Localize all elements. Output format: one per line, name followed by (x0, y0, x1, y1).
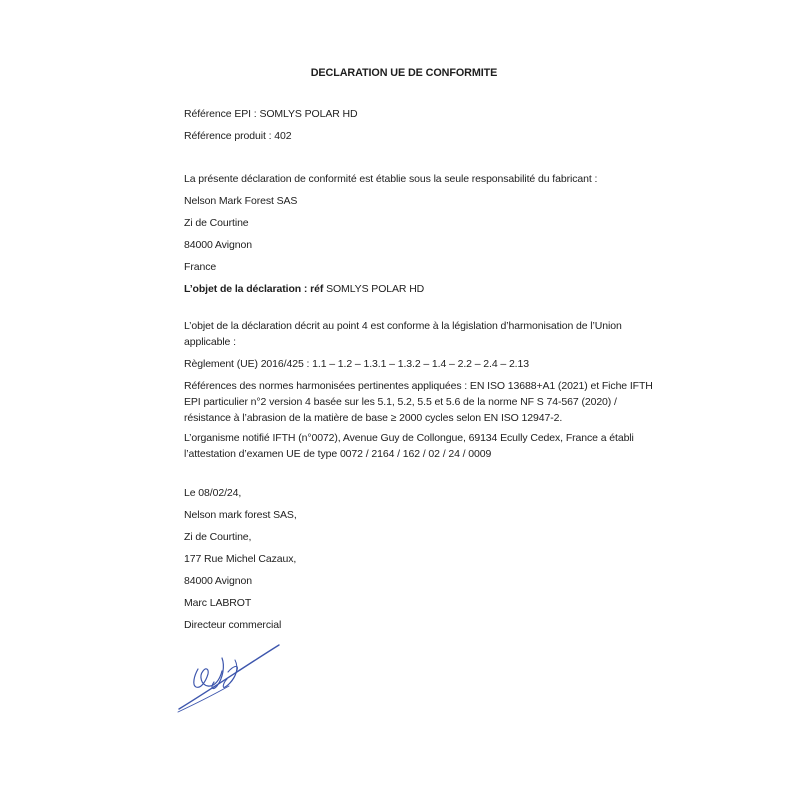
closing-address2-line: 177 Rue Michel Cazaux, (184, 553, 297, 565)
reference-epi-line: Référence EPI : SOMLYS POLAR HD (184, 108, 358, 120)
document-content (184, 0, 653, 639)
standards-line: EPI particulier n°2 version 4 basée sur les 5.1, 5.2, 5.5 et 5.6 de la norme NF S 74-567 (2020) / (184, 396, 617, 408)
reference-produit-line: Référence produit : 402 (184, 130, 292, 142)
document-title: DECLARATION UE DE CONFORMITE (310, 67, 498, 79)
object-of-declaration-label: L’objet de la déclaration : réf (184, 283, 324, 295)
closing-date-line: Le 08/02/24, (184, 487, 242, 499)
regulation-line: Règlement (UE) 2016/425 : 1.1 – 1.2 – 1.3.1 – 1.3.2 – 1.4 – 2.2 – 2.4 – 2.13 (184, 358, 529, 370)
signature-stroke (230, 660, 237, 683)
conformity-line: L’objet de la déclaration décrit au point 4 est conforme à la législation d’harmonisation de l’Union (184, 320, 622, 332)
signatory-role-line: Directeur commercial (184, 619, 282, 631)
notified-body-line: l’attestation d’examen UE de type 0072 / 2164 / 162 / 02 / 24 / 0009 (184, 448, 492, 460)
manufacturer-country-line: France (184, 261, 217, 273)
handwritten-signature-image (165, 638, 285, 723)
standards-line: résistance à l’abrasion de la matière de base ≥ 2000 cycles selon EN ISO 12947-2. (184, 412, 563, 424)
standards-paragraph (184, 378, 653, 426)
signature-stroke (178, 686, 229, 712)
manufacturer-city-line: 84000 Avignon (184, 239, 252, 251)
object-of-declaration-value: SOMLYS POLAR HD (323, 283, 425, 295)
object-of-declaration-line (184, 281, 624, 297)
conformity-line: applicable : (184, 336, 236, 348)
notified-body-line: L’organisme notifié IFTH (n°0072), Avenue Guy de Collongue, 69134 Ecully Cedex, France a établi (184, 432, 634, 444)
closing-company-line: Nelson mark forest SAS, (184, 509, 297, 521)
declaration-intro-line: La présente déclaration de conformité est établie sous la seule responsabilité du fabricant : (184, 173, 598, 185)
signatory-name-line: Marc LABROT (184, 597, 252, 609)
manufacturer-street-line: Zi de Courtine (184, 217, 249, 229)
manufacturer-name-line: Nelson Mark Forest SAS (184, 195, 298, 207)
notified-body-paragraph (184, 430, 634, 462)
standards-line: Références des normes harmonisées pertinentes appliquées : EN ISO 13688+A1 (2021) et Fiche IFTH (184, 380, 653, 392)
closing-address3-line: 84000 Avignon (184, 575, 252, 587)
conformity-paragraph (184, 318, 624, 350)
closing-address1-line: Zi de Courtine, (184, 531, 252, 543)
